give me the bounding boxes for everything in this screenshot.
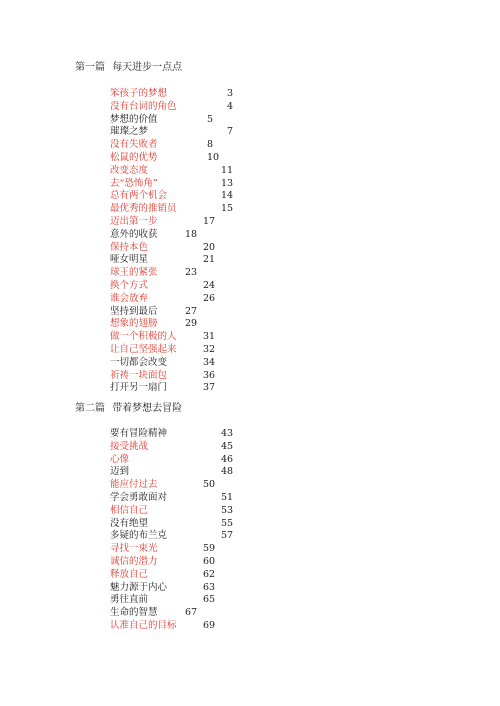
part-title: 每天进步一点点 — [112, 62, 183, 73]
toc-entry-page-number: 57 — [221, 530, 234, 542]
toc-entry-page-number: 62 — [203, 568, 216, 580]
toc-entry-title: 做一个积极的人 — [110, 331, 177, 343]
toc-entry-page-number: 13 — [221, 177, 234, 189]
toc-entry[interactable] — [110, 568, 310, 581]
part-heading — [75, 402, 182, 416]
toc-entry-page-number: 24 — [203, 280, 216, 291]
toc-entry-page-number: 45 — [221, 440, 234, 452]
toc-entry[interactable] — [110, 343, 310, 356]
toc-entry[interactable] — [110, 189, 310, 202]
toc-entry[interactable] — [110, 356, 310, 369]
toc-entry-page-number: 29 — [185, 318, 198, 330]
toc-entry-page-number: 50 — [203, 479, 216, 491]
toc-entry-page-number: 21 — [203, 254, 216, 266]
toc-entry[interactable] — [110, 215, 310, 228]
toc-entry[interactable] — [110, 381, 310, 394]
toc-entry-title: 要有冒险精神 — [110, 428, 168, 439]
toc-entry-title: 没有台词的角色 — [110, 100, 177, 112]
toc-entry-page-number: 20 — [203, 241, 216, 253]
toc-entry-title: 没有失败者 — [110, 139, 158, 151]
toc-entry[interactable] — [110, 427, 310, 440]
toc-entry[interactable] — [110, 100, 310, 113]
toc-entry-page-number: 60 — [203, 556, 216, 567]
toc-entry-page-number: 37 — [203, 382, 216, 394]
toc-entry-title: 让自己坚强起来 — [110, 344, 177, 355]
toc-entry-title: 谁会放弃 — [110, 292, 149, 304]
toc-entry-page-number: 23 — [185, 267, 198, 279]
toc-entry[interactable] — [110, 241, 310, 254]
toc-entry-title: 最优秀的推销员 — [110, 203, 177, 215]
toc-entry[interactable] — [110, 491, 310, 504]
toc-entry[interactable] — [110, 164, 310, 177]
toc-entry[interactable] — [110, 317, 310, 330]
toc-entry-page-number: 67 — [185, 607, 198, 619]
part-number: 第二篇 — [75, 403, 105, 414]
toc-entry[interactable] — [110, 542, 310, 555]
toc-entry-page-number: 14 — [221, 190, 234, 202]
toc-entry[interactable] — [110, 253, 310, 266]
toc-entry-page-number: 69 — [203, 620, 216, 631]
toc-entry-title: 意外的收获 — [110, 228, 158, 240]
toc-entry-page-number: 5 — [207, 113, 214, 125]
toc-entry-title: 保持本色 — [110, 241, 149, 253]
toc-entry[interactable] — [110, 305, 310, 318]
toc-entry-title: 相信自己 — [110, 504, 149, 516]
part-heading — [75, 61, 182, 75]
toc-entry[interactable] — [110, 465, 310, 478]
toc-entry[interactable] — [110, 581, 310, 594]
toc-entry[interactable] — [110, 138, 310, 151]
toc-entry-title: 祈祷一块面包 — [110, 369, 168, 381]
toc-entry[interactable] — [110, 529, 310, 542]
toc-entry-page-number: 65 — [203, 594, 216, 606]
toc-entry[interactable] — [110, 228, 310, 241]
toc-entry-page-number: 63 — [203, 581, 216, 593]
toc-entry-page-number: 17 — [203, 216, 216, 227]
toc-entry-page-number: 8 — [207, 139, 214, 151]
toc-entry-page-number: 34 — [203, 356, 216, 368]
toc-entry-page-number: 11 — [221, 164, 234, 176]
toc-entry-title: 去“恐怖角” — [110, 177, 158, 189]
toc-entry-page-number: 48 — [221, 466, 234, 478]
toc-entry-title: 魅力源于内心 — [110, 581, 168, 593]
toc-entry-title: 寻找一束光 — [110, 543, 158, 555]
toc-entry[interactable] — [110, 279, 310, 292]
toc-entry-page-number: 26 — [203, 292, 216, 304]
part-title: 带着梦想去冒险 — [112, 403, 183, 414]
toc-entry-page-number: 31 — [203, 331, 216, 343]
toc-entry[interactable] — [110, 113, 310, 126]
toc-entry-page-number: 27 — [185, 305, 198, 317]
toc-entry-title: 释放自己 — [110, 568, 149, 580]
toc-entry-title: 诚信的潜力 — [110, 556, 158, 567]
toc-entry-title: 想象的翅膀 — [110, 318, 158, 330]
toc-entry-page-number: 15 — [221, 203, 234, 215]
toc-entry-title: 梦想的价值 — [110, 113, 158, 125]
toc-entry-title: 心像 — [110, 453, 130, 465]
toc-entry-title: 生命的智慧 — [110, 607, 158, 619]
toc-entry-title: 迈出第一步 — [110, 216, 158, 227]
toc-entry-title: 打开另一扇门 — [110, 382, 168, 394]
toc-entry[interactable] — [110, 453, 310, 466]
toc-entry-title: 一切都会改变 — [110, 356, 168, 368]
toc-entry[interactable] — [110, 606, 310, 619]
toc-entry-title: 多疑的布兰克 — [110, 530, 168, 542]
toc-entry-title: 换个方式 — [110, 280, 149, 291]
toc-entry-page-number: 43 — [221, 428, 234, 439]
toc-entry-title: 哑女明星 — [110, 254, 149, 266]
toc-entry[interactable] — [110, 555, 310, 568]
toc-entry-title: 勇往直前 — [110, 594, 149, 606]
toc-entry-title: 迈到 — [110, 466, 130, 478]
toc-entry[interactable] — [110, 619, 310, 632]
toc-entry[interactable] — [110, 440, 310, 453]
toc-entry-title: 接受挑战 — [110, 440, 149, 452]
toc-entry-page-number: 4 — [227, 100, 234, 112]
toc-entry-title: 总有两个机会 — [110, 190, 168, 202]
toc-entry[interactable] — [110, 369, 310, 382]
part-number: 第一篇 — [75, 62, 105, 73]
toc-entry-title: 能应付过去 — [110, 479, 158, 491]
toc-entry[interactable] — [110, 504, 310, 517]
toc-entry-page-number: 32 — [203, 344, 216, 355]
toc-entry-page-number: 10 — [207, 152, 220, 163]
toc-entry[interactable] — [110, 177, 310, 190]
toc-entry-page-number: 59 — [203, 543, 216, 555]
toc-entry-title: 坚持到最后 — [110, 305, 158, 317]
toc-entry[interactable] — [110, 87, 310, 100]
toc-entry-title: 璀璨之梦 — [110, 126, 149, 138]
toc-entry-title: 改变态度 — [110, 164, 149, 176]
toc-entry[interactable] — [110, 151, 310, 164]
toc-entry-page-number: 55 — [221, 517, 234, 529]
toc-entry[interactable] — [110, 478, 310, 491]
toc-entry-title: 松鼠的优势 — [110, 152, 158, 163]
toc-entry[interactable] — [110, 266, 310, 279]
toc-entry-title: 球王的紧张 — [110, 267, 158, 279]
toc-entry[interactable] — [110, 125, 310, 138]
toc-entry-title: 笨孩子的梦想 — [110, 88, 168, 99]
toc-entry-page-number: 36 — [203, 369, 216, 381]
toc-entry[interactable] — [110, 330, 310, 343]
toc-entry[interactable] — [110, 517, 310, 530]
toc-entry-page-number: 51 — [221, 492, 234, 503]
toc-entry-title: 认准自己的目标 — [110, 620, 177, 631]
toc-entry-title: 学会勇敢面对 — [110, 492, 168, 503]
toc-entry-page-number: 7 — [227, 126, 234, 138]
toc-entry[interactable] — [110, 202, 310, 215]
toc-entry-page-number: 18 — [185, 228, 198, 240]
toc-entry-page-number: 3 — [227, 88, 234, 99]
toc-entry[interactable] — [110, 292, 310, 305]
toc-entry[interactable] — [110, 593, 310, 606]
toc-entry-page-number: 53 — [221, 504, 234, 516]
toc-entry-page-number: 46 — [221, 453, 234, 465]
toc-entry-title: 没有绝望 — [110, 517, 149, 529]
